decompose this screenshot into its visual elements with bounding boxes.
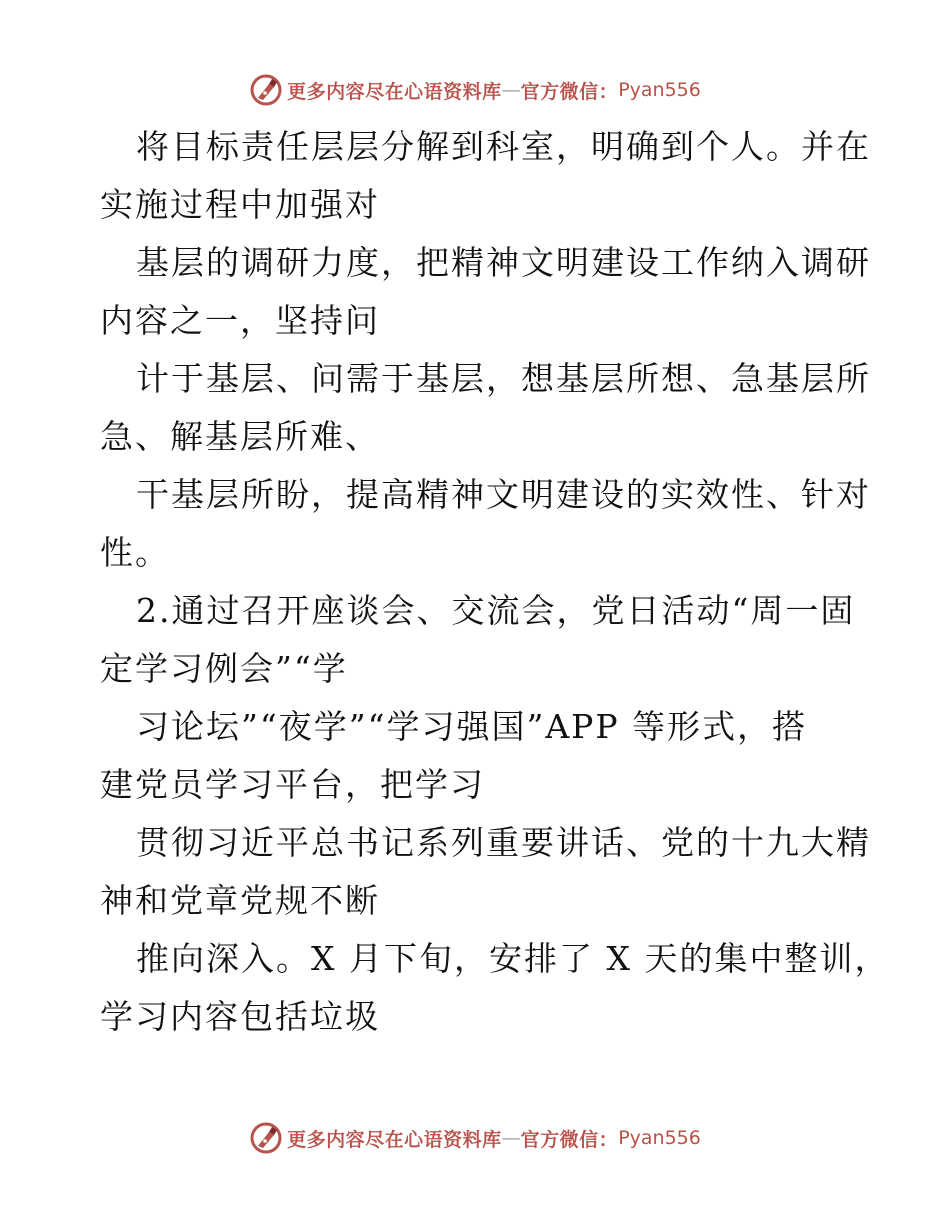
paragraph-5 [100, 582, 856, 698]
paragraph-line: 性。 [100, 533, 170, 572]
paragraph-8 [100, 930, 890, 1046]
paragraph-line: 学习内容包括垃圾 [100, 997, 380, 1036]
paragraph-line: 建党员学习平台，把学习 [100, 765, 485, 804]
banner-separator: — [501, 79, 521, 101]
paragraph-6 [100, 698, 852, 814]
paragraph-line: 基层的调研力度，把精神文明建设工作纳入调研 [136, 243, 871, 282]
wechat-id: Pyan556 [618, 1127, 701, 1149]
header-banner [0, 70, 950, 110]
banner-text: 更多内容尽在心语资料库 [287, 80, 502, 103]
paragraph-line: 神和党章党规不断 [100, 881, 380, 920]
wechat-label: 官方微信： [520, 1128, 619, 1151]
paragraph-line: 干基层所盼，提高精神文明建设的实效性、针对 [136, 475, 871, 514]
pen-nib-logo-icon [249, 73, 283, 107]
pen-nib-logo-icon [249, 1121, 283, 1155]
footer-banner [0, 1118, 950, 1158]
paragraph-line: 实施过程中加强对 [100, 185, 380, 224]
paragraph-1 [100, 118, 871, 234]
paragraph-line: 急、解基层所难、 [100, 417, 380, 456]
paragraph-4 [100, 466, 871, 582]
paragraph-line: 定学习例会”“学 [100, 649, 348, 688]
paragraph-2 [100, 234, 871, 350]
paragraph-7 [100, 814, 871, 930]
paragraph-line: 贯彻习近平总书记系列重要讲话、党的十九大精 [136, 823, 871, 862]
paragraph-line: 计于基层、问需于基层，想基层所想、急基层所 [136, 359, 871, 398]
banner-text: 更多内容尽在心语资料库 [287, 1128, 502, 1151]
wechat-label: 官方微信： [520, 80, 619, 103]
paragraph-line: 将目标责任层层分解到科室，明确到个人。并在 [136, 127, 871, 166]
banner-separator: — [501, 1127, 521, 1149]
wechat-id: Pyan556 [618, 79, 701, 101]
paragraph-line: 习论坛”“夜学”“学习强国”APP 等形式，搭 [136, 707, 808, 746]
paragraph-line: 内容之一，坚持问 [100, 301, 380, 340]
paragraph-line: 2.通过召开座谈会、交流会，党日活动“周一固 [136, 591, 856, 630]
document-body [100, 118, 890, 1046]
paragraph-3 [100, 350, 871, 466]
paragraph-line: 推向深入。X 月下旬，安排了 X 天的集中整训， [136, 939, 890, 978]
